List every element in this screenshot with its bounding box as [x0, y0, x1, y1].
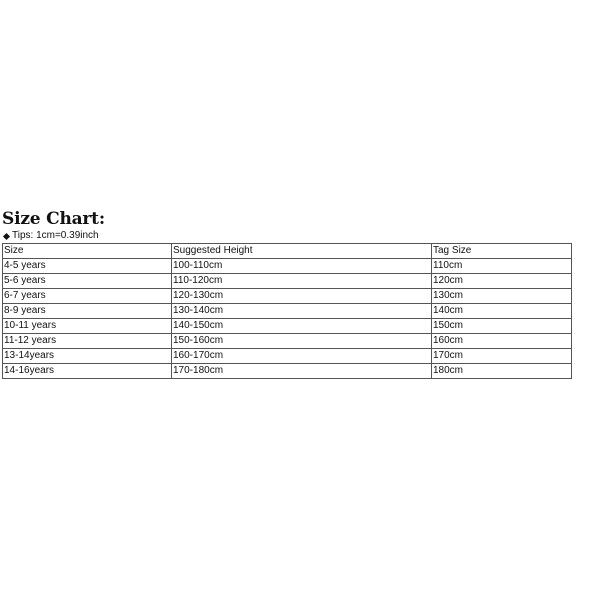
height-cell: 160-170cm: [172, 349, 432, 364]
tag-size-cell: 130cm: [432, 289, 572, 304]
size-table: [2, 243, 572, 379]
size-chart-title: Size Chart:: [2, 209, 105, 229]
header-suggested-height: Suggested Height: [172, 244, 432, 259]
table-row: [3, 349, 572, 364]
size-cell: 11-12 years: [3, 334, 172, 349]
tag-size-cell: 160cm: [432, 334, 572, 349]
size-cell: 4-5 years: [3, 259, 172, 274]
size-cell: 13-14years: [3, 349, 172, 364]
size-cell: 5-6 years: [3, 274, 172, 289]
table-row: [3, 274, 572, 289]
height-cell: 110-120cm: [172, 274, 432, 289]
table-row: [3, 259, 572, 274]
height-cell: 130-140cm: [172, 304, 432, 319]
size-cell: 10-11 years: [3, 319, 172, 334]
tag-size-cell: 150cm: [432, 319, 572, 334]
header-size: Size: [3, 244, 172, 259]
height-cell: 120-130cm: [172, 289, 432, 304]
size-cell: 6-7 years: [3, 289, 172, 304]
tag-size-cell: 180cm: [432, 364, 572, 379]
tips-line: [2, 230, 572, 242]
diamond-bullet-icon: [3, 232, 10, 239]
size-cell: 14-16years: [3, 364, 172, 379]
tag-size-cell: 120cm: [432, 274, 572, 289]
tag-size-cell: 140cm: [432, 304, 572, 319]
table-row: [3, 334, 572, 349]
header-tag-size: Tag Size: [432, 244, 572, 259]
size-chart: [2, 209, 572, 379]
size-cell: 8-9 years: [3, 304, 172, 319]
table-row: [3, 319, 572, 334]
table-row: [3, 364, 572, 379]
table-row: [3, 289, 572, 304]
table-row: [3, 304, 572, 319]
height-cell: 140-150cm: [172, 319, 432, 334]
height-cell: 170-180cm: [172, 364, 432, 379]
tag-size-cell: 110cm: [432, 259, 572, 274]
tips-text: Tips: 1cm=0.39inch: [12, 230, 99, 241]
height-cell: 100-110cm: [172, 259, 432, 274]
height-cell: 150-160cm: [172, 334, 432, 349]
tag-size-cell: 170cm: [432, 349, 572, 364]
table-header-row: [3, 244, 572, 259]
